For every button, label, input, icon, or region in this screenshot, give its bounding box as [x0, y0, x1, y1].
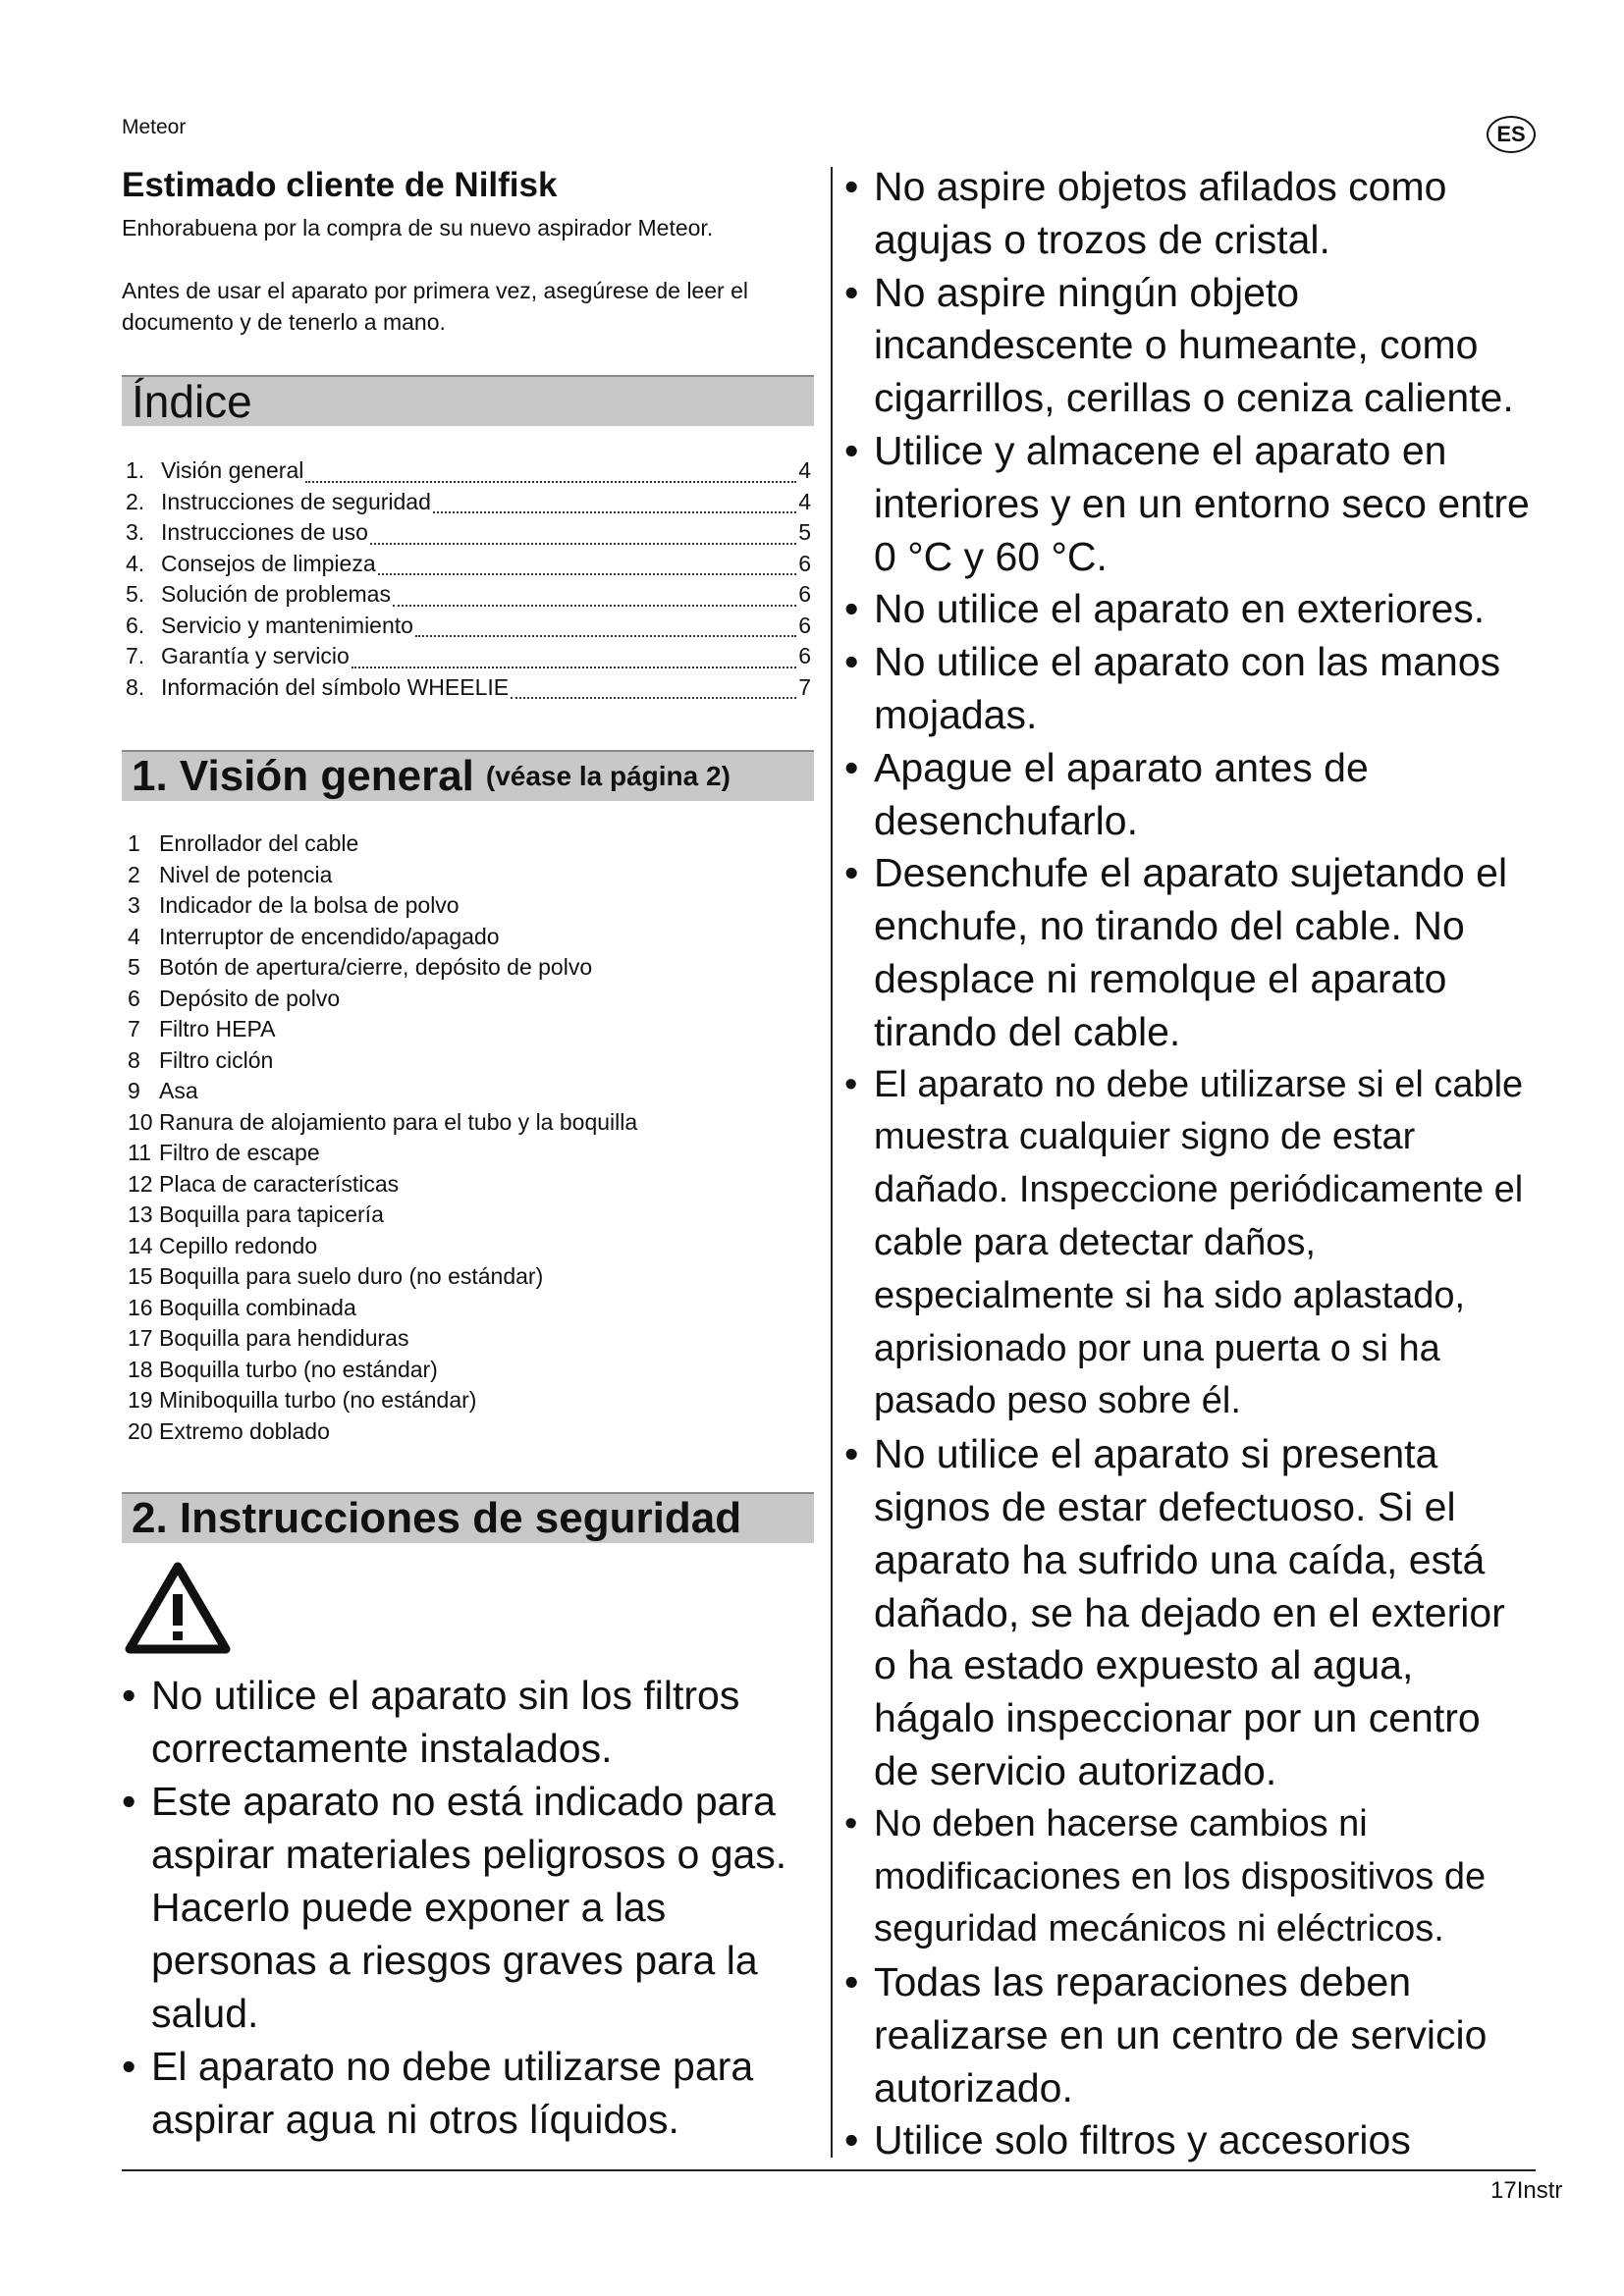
overview-parts-list	[122, 828, 809, 1447]
vision-subtitle: (véase la página 2)	[485, 761, 731, 791]
toc-leader-dots	[352, 666, 796, 668]
toc-leader-dots	[370, 542, 796, 545]
toc-item-page: 5	[798, 519, 811, 545]
toc-item-label: Visión general	[161, 457, 304, 483]
toc-item-label: Solución de problemas	[161, 581, 391, 607]
overview-item-number: 5	[128, 954, 140, 980]
toc-item	[126, 551, 811, 582]
toc-item-number: 6.	[126, 612, 145, 638]
toc-leader-dots	[433, 510, 796, 513]
overview-item-label: Boquilla para tapicería	[159, 1201, 384, 1227]
toc-item-number: 4.	[126, 550, 145, 576]
overview-item-number: 6	[128, 985, 140, 1011]
toc-item	[126, 581, 811, 613]
language-badge: ES	[1487, 116, 1536, 153]
overview-item-label: Placa de características	[159, 1170, 400, 1197]
welcome-line-1: Enhorabuena por la compra de su nuevo aspirador Meteor.	[122, 215, 714, 240]
table-of-contents	[126, 457, 811, 705]
toc-title: Índice	[132, 376, 252, 427]
overview-item	[122, 890, 809, 922]
safety-bullet: • No aspire objetos afilados como agujas o trozos de cristal.	[844, 161, 1532, 267]
toc-leader-dots	[393, 604, 796, 607]
safety-bullet: • El aparato no debe utilizarse para aspirar agua ni otros líquidos.	[122, 2040, 829, 2146]
overview-item-number: 15	[128, 1263, 153, 1289]
overview-item-label: Boquilla para hendiduras	[159, 1325, 409, 1351]
safety-bullet: • Desenchufe el aparato sujetando el enchufe, no tirando del cable. No desplace ni remolque el aparato tirando del cable.	[844, 847, 1532, 1058]
overview-item	[122, 922, 809, 953]
overview-item	[122, 952, 809, 984]
overview-item-label: Filtro HEPA	[159, 1016, 276, 1041]
overview-item-label: Cepillo redondo	[159, 1232, 318, 1258]
overview-item-label: Ranura de alojamiento para el tubo y la boquilla	[159, 1108, 638, 1135]
overview-item-number: 20	[128, 1417, 153, 1444]
overview-item-label: Miniboquilla turbo (no estándar)	[159, 1387, 477, 1413]
overview-item-number: 19	[128, 1387, 153, 1413]
overview-item-number: 18	[128, 1356, 153, 1382]
overview-item	[122, 984, 809, 1015]
toc-item	[126, 489, 811, 520]
overview-item	[122, 1200, 809, 1231]
overview-item	[122, 828, 809, 860]
overview-item-number: 8	[128, 1046, 140, 1073]
safety-bullet: • No utilice el aparato si presenta signos de estar defectuoso. Si el aparato ha sufrido una caída, está dañado, se ha dejado en el exterior o ha estado expuesto al agua, hágalo inspeccionar por un centro de servicio autorizado.	[844, 1428, 1532, 1798]
overview-item-number: 11	[128, 1140, 151, 1165]
toc-heading	[122, 375, 814, 426]
safety-bullet: • Utilice solo filtros y accesorios	[844, 2114, 1532, 2167]
safety-bullet: • No deben hacerse cambios ni modificaciones en los dispositivos de seguridad mecánicos ni eléctricos.	[844, 1798, 1532, 1956]
overview-item-label: Botón de apertura/cierre, depósito de polvo	[159, 954, 593, 980]
overview-item-label: Enrollador del cable	[159, 830, 359, 856]
toc-item-number: 3.	[126, 519, 145, 545]
overview-item-number: 2	[128, 861, 140, 887]
toc-item	[126, 457, 811, 489]
toc-item-page: 6	[798, 643, 811, 668]
overview-item	[122, 1045, 809, 1077]
overview-item-number: 12	[128, 1170, 153, 1197]
toc-item	[126, 643, 811, 674]
safety-bullet: • No aspire ningún objeto incandescente o humeante, como cigarrillos, cerillas o ceniza caliente.	[844, 267, 1532, 425]
safety-bullet: • Todas las reparaciones deben realizarse en un centro de servicio autorizado.	[844, 1956, 1532, 2114]
overview-item-label: Boquilla para suelo duro (no estándar)	[159, 1263, 544, 1289]
overview-item-number: 10	[128, 1108, 153, 1135]
safety-list-right	[844, 161, 1532, 2167]
overview-item-number: 3	[128, 892, 140, 918]
overview-item-label: Filtro de escape	[159, 1140, 320, 1165]
overview-item-label: Boquilla turbo (no estándar)	[159, 1356, 438, 1382]
overview-item	[122, 1293, 809, 1324]
toc-leader-dots	[378, 572, 797, 575]
welcome-title: Estimado cliente de Nilfisk	[122, 166, 558, 204]
toc-item-number: 1.	[126, 457, 145, 483]
overview-item	[122, 1169, 809, 1201]
toc-item-page: 6	[798, 550, 811, 576]
overview-item-number: 14	[128, 1232, 153, 1258]
overview-item	[122, 860, 809, 891]
toc-item	[126, 613, 811, 644]
toc-item-page: 6	[798, 581, 811, 607]
welcome-line-2: Antes de usar el aparato por primera vez, asegúrese de leer el documento y de tenerlo a mano.	[122, 278, 748, 335]
safety-bullet: • No utilice el aparato en exteriores.	[844, 583, 1532, 636]
overview-item-label: Asa	[159, 1078, 198, 1103]
toc-item-page: 7	[798, 673, 811, 700]
toc-item-page: 4	[798, 457, 811, 483]
overview-item	[122, 1107, 809, 1139]
warning-triangle-icon	[124, 1561, 232, 1655]
overview-item-label: Boquilla combinada	[159, 1294, 356, 1320]
overview-item-number: 16	[128, 1294, 153, 1320]
toc-leader-dots	[415, 634, 796, 637]
toc-item-label: Información del símbolo WHEELIE	[161, 673, 510, 700]
toc-item-number: 5.	[126, 581, 145, 607]
overview-item	[122, 1416, 809, 1448]
vision-title: 1. Visión general	[132, 752, 474, 800]
overview-item-number: 13	[128, 1201, 153, 1227]
overview-item-number: 1	[128, 830, 140, 856]
toc-item	[126, 519, 811, 551]
vision-heading	[122, 750, 814, 801]
overview-item-label: Nivel de potencia	[159, 861, 333, 887]
document-brand: Meteor	[122, 116, 187, 138]
page-number: 17Instr	[1490, 2177, 1563, 2204]
toc-item-page: 6	[798, 612, 811, 638]
safety-bullet: • No utilice el aparato sin los filtros correctamente instalados.	[122, 1669, 829, 1775]
safety-heading	[122, 1492, 814, 1543]
overview-item	[122, 1231, 809, 1262]
safety-bullet: • El aparato no debe utilizarse si el cable muestra cualquier signo de estar dañado. Inspeccione periódicamente el cable para detectar daños, especialmente si ha sido aplastado, aprisionado por una puerta o si ha pasado peso sobre él.	[844, 1059, 1532, 1429]
overview-item-number: 7	[128, 1016, 140, 1041]
safety-bullet: • Utilice y almacene el aparato en interiores y en un entorno seco entre 0 °C y 60 °C.	[844, 425, 1532, 583]
overview-item-label: Interruptor de encendido/apagado	[159, 923, 500, 949]
toc-item	[126, 674, 811, 706]
toc-item-number: 8.	[126, 673, 145, 700]
overview-item-label: Extremo doblado	[159, 1417, 330, 1444]
overview-item	[122, 1014, 809, 1045]
toc-item-page: 4	[798, 488, 811, 514]
safety-title: 2. Instrucciones de seguridad	[132, 1494, 742, 1542]
overview-item	[122, 1355, 809, 1386]
toc-item-number: 2.	[126, 488, 145, 514]
toc-item-label: Instrucciones de uso	[161, 519, 368, 545]
toc-item-label: Consejos de limpieza	[161, 550, 376, 576]
overview-item-label: Indicador de la bolsa de polvo	[159, 892, 460, 918]
overview-item	[122, 1323, 809, 1355]
overview-item-number: 9	[128, 1078, 140, 1103]
toc-item-label: Instrucciones de seguridad	[161, 488, 431, 514]
overview-item	[122, 1385, 809, 1416]
welcome-section	[122, 165, 814, 338]
footer-divider	[122, 2169, 1536, 2171]
toc-leader-dots	[305, 480, 796, 483]
overview-item-number: 4	[128, 923, 140, 949]
safety-bullet: • Este aparato no está indicado para aspirar materiales peligrosos o gas. Hacerlo puede exponer a las personas a riesgos graves para la salud.	[122, 1775, 829, 2040]
safety-bullet: • No utilice el aparato con las manos mojadas.	[844, 636, 1532, 742]
overview-item-label: Depósito de polvo	[159, 985, 341, 1011]
overview-item	[122, 1076, 809, 1107]
toc-item-label: Garantía y servicio	[161, 643, 350, 668]
toc-item-label: Servicio y mantenimiento	[161, 612, 413, 638]
overview-item	[122, 1138, 809, 1169]
overview-item	[122, 1261, 809, 1293]
toc-leader-dots	[511, 696, 796, 699]
safety-bullet: • Apague el aparato antes de desenchufarlo.	[844, 742, 1532, 848]
toc-item-number: 7.	[126, 643, 145, 668]
safety-list-left	[122, 1669, 829, 2146]
column-divider	[831, 167, 833, 2158]
overview-item-number: 17	[128, 1325, 153, 1351]
overview-item-label: Filtro ciclón	[159, 1046, 274, 1073]
